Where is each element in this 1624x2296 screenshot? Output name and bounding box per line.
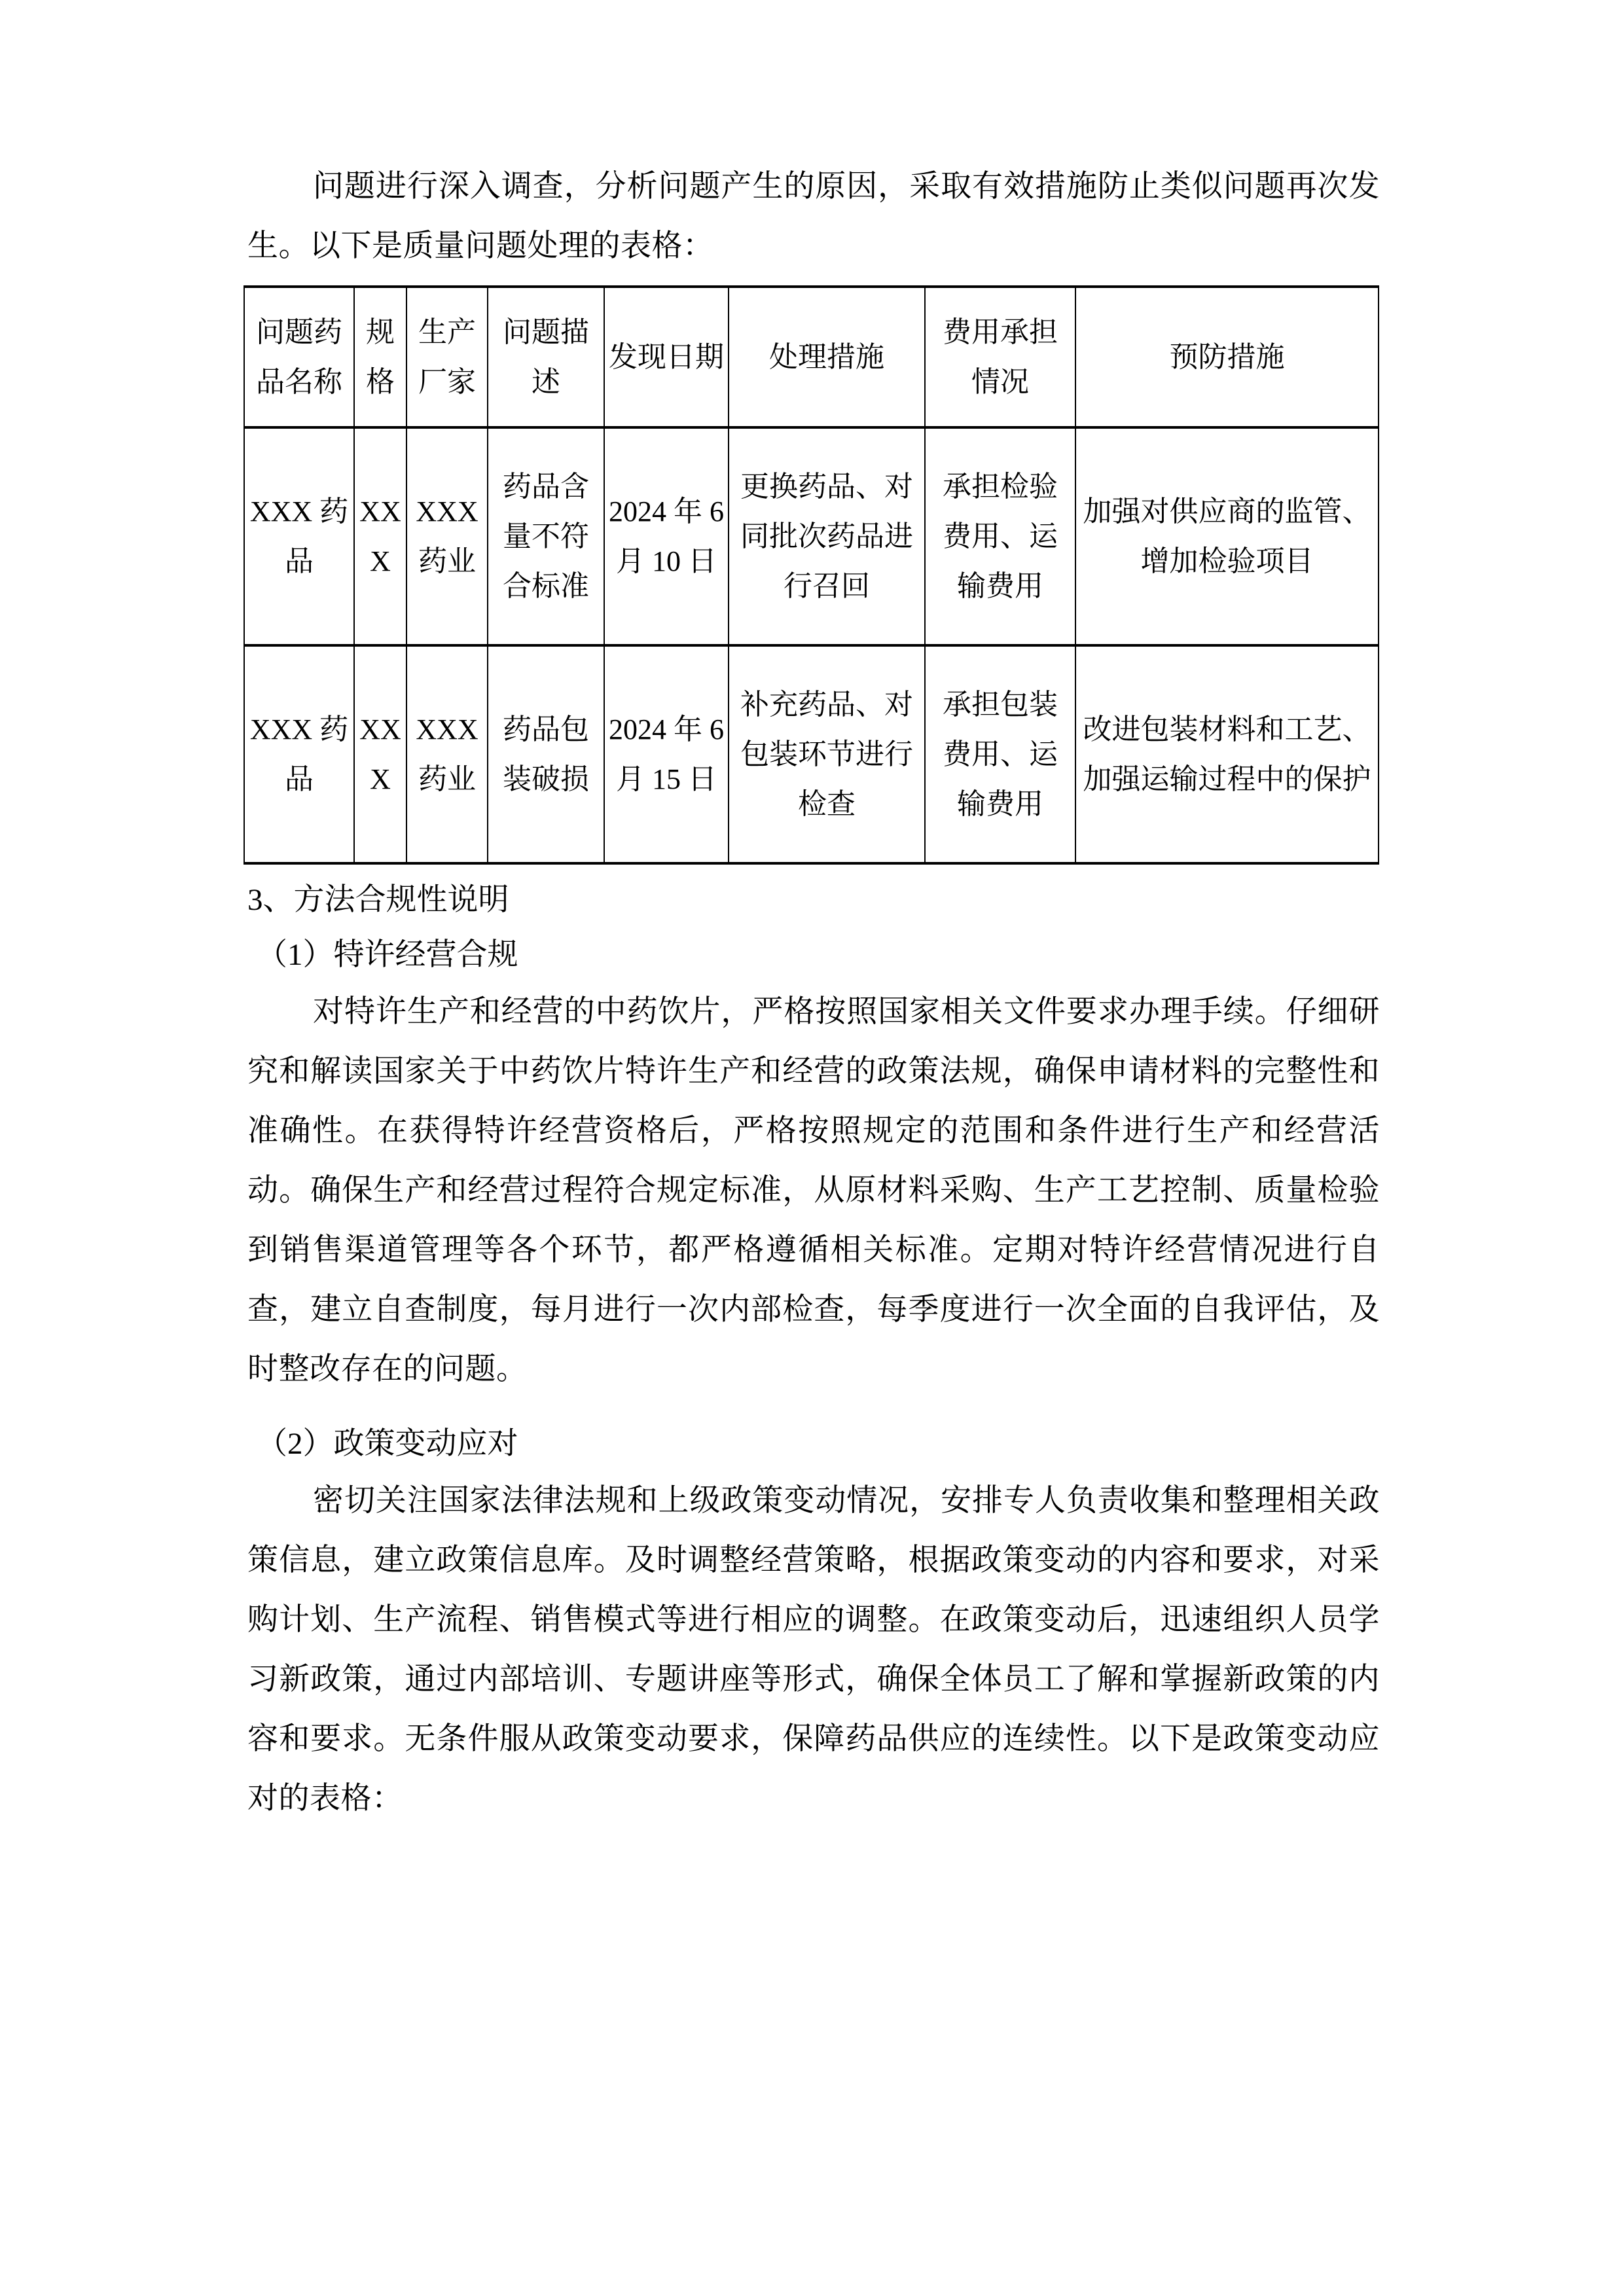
table-header-row <box>244 287 1379 427</box>
cell-problem: 药品含量不符合标准 <box>488 427 604 645</box>
cell-date: 2024 年 6 月 15 日 <box>604 645 729 863</box>
spacer-before-subsection-2 <box>247 1399 1380 1416</box>
table-header-cell-drug-name: 问题药品名称 <box>244 287 354 427</box>
table-header-cell-manufacturer: 生产厂家 <box>406 287 488 427</box>
cell-handling: 更换药品、对同批次药品进行召回 <box>729 427 925 645</box>
table-header-cell-prevention: 预防措施 <box>1075 287 1379 427</box>
cell-drug-name: XXX 药品 <box>244 427 354 645</box>
table-header-cell-cost: 费用承担情况 <box>925 287 1075 427</box>
subsection-heading-2: （2）政策变动应对 <box>257 1427 518 1461</box>
cell-manufacturer: XXX 药业 <box>406 427 488 645</box>
cell-problem: 药品包装破损 <box>488 645 604 863</box>
table-header-cell-problem: 问题描述 <box>488 287 604 427</box>
quality-issue-table <box>244 285 1379 865</box>
cell-manufacturer: XXX 药业 <box>406 645 488 863</box>
cell-date: 2024 年 6 月 10 日 <box>604 427 729 645</box>
cell-prevention: 改进包装材料和工艺、加强运输过程中的保护 <box>1075 645 1379 863</box>
page-content <box>247 157 1380 1829</box>
section-heading-3: 3、方法合规性说明 <box>247 883 509 917</box>
cell-prevention: 加强对供应商的监管、增加检验项目 <box>1075 427 1379 645</box>
table-header-cell-date: 发现日期 <box>604 287 729 427</box>
cell-handling: 补充药品、对包装环节进行检查 <box>729 645 925 863</box>
intro-paragraph: 问题进行深入调查，分析问题产生的原因，采取有效措施防止类似问题再次发生。以下是质量问题处理的表格： <box>247 170 1380 263</box>
subsection-heading-1: （1）特许经营合规 <box>257 938 518 972</box>
table-header-cell-handling: 处理措施 <box>729 287 925 427</box>
table-row <box>244 645 1379 863</box>
table-row <box>244 427 1379 645</box>
cell-cost: 承担检验费用、运输费用 <box>925 427 1075 645</box>
cell-drug-name: XXX 药品 <box>244 645 354 863</box>
subsection-1-body: 对特许生产和经营的中药饮片，严格按照国家相关文件要求办理手续。仔细研究和解读国家关于中药饮片特许生产和经营的政策法规，确保申请材料的完整性和准确性。在获得特许经营资格后，严格按照规定的范围和条件进行生产和经营活动。确保生产和经营过程符合规定标准，从原材料采购、生产工艺控制、质量检验到销售渠道管理等各个环节，都严格遵循相关标准。定期对特许经营情况进行自查，建立自查制度，每月进行一次内部检查，每季度进行一次全面的自我评估，及时整改存在的问题。 <box>247 995 1380 1386</box>
spacer-after-table <box>247 865 1380 872</box>
cell-cost: 承担包装费用、运输费用 <box>925 645 1075 863</box>
cell-specification: XXX <box>354 645 406 863</box>
cell-specification: XXX <box>354 427 406 645</box>
table-header-cell-specification: 规格 <box>354 287 406 427</box>
subsection-2-body: 密切关注国家法律法规和上级政策变动情况，安排专人负责收集和整理相关政策信息，建立政策信息库。及时调整经营策略，根据政策变动的内容和要求，对采购计划、生产流程、销售模式等进行相应的调整。在政策变动后，迅速组织人员学习新政策，通过内部培训、专题讲座等形式，确保全体员工了解和掌握新政策的内容和要求。无条件服从政策变动要求，保障药品供应的连续性。以下是政策变动应对的表格： <box>247 1484 1380 1816</box>
